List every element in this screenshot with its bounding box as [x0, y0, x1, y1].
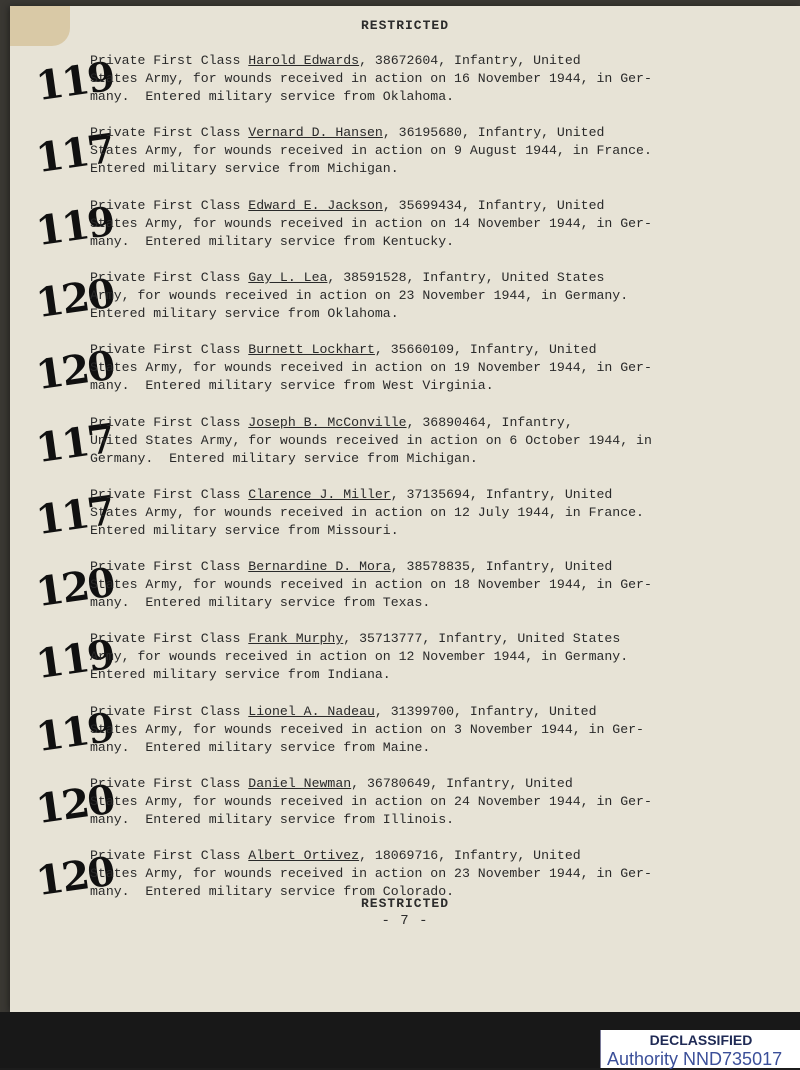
soldier-name: Harold Edwards	[248, 53, 360, 68]
soldier-name: Albert Ortivez	[248, 848, 360, 863]
award-entry	[90, 847, 730, 901]
serial-text: , 31399700, Infantry, United	[374, 704, 597, 719]
award-entry	[90, 52, 730, 106]
entry-line-3: Germany. Entered military service from Michigan.	[90, 451, 478, 466]
award-entry	[90, 703, 730, 757]
entry-line-1	[90, 630, 730, 648]
entry-line-1	[90, 703, 730, 721]
serial-text: , 37135694, Infantry, United	[390, 487, 613, 502]
entry-line-3: Entered military service from Indiana.	[90, 667, 391, 682]
entry-line-2: States Army, for wounds received in action on 16 November 1944, in Ger-	[90, 71, 652, 86]
entry-line-1	[90, 124, 730, 142]
entry-line-2: States Army, for wounds received in action on 3 November 1944, in Ger-	[90, 722, 644, 737]
rank-text: Private First Class	[90, 487, 249, 502]
rank-text: Private First Class	[90, 776, 249, 791]
entry-line-3: many. Entered military service from Kentucky.	[90, 234, 455, 249]
entry-line-2: Army, for wounds received in action on 23 November 1944, in Germany.	[90, 288, 629, 303]
soldier-name: Lionel A. Nadeau	[248, 704, 375, 719]
soldier-name: Daniel Newman	[248, 776, 352, 791]
serial-text: , 36195680, Infantry, United	[382, 125, 605, 140]
handwritten-number: 120	[33, 269, 117, 328]
page-number: - 7 -	[381, 913, 429, 929]
award-entry	[90, 124, 730, 178]
entry-line-3: many. Entered military service from Texas.	[90, 595, 431, 610]
award-entry	[90, 558, 730, 612]
award-entry	[90, 630, 730, 684]
entry-line-2: Army, for wounds received in action on 12 November 1944, in Germany.	[90, 649, 629, 664]
award-entry	[90, 341, 730, 395]
award-entry	[90, 414, 730, 468]
handwritten-number: 117	[33, 124, 117, 183]
entry-line-1	[90, 847, 730, 865]
entry-line-2: States Army, for wounds received in action on 9 August 1944, in France.	[90, 143, 652, 158]
handwritten-number: 120	[33, 847, 117, 906]
serial-text: , 35699434, Infantry, United	[382, 198, 605, 213]
soldier-name: Frank Murphy	[248, 631, 344, 646]
entry-line-2: United States Army, for wounds received in action on 6 October 1944, in	[90, 433, 652, 448]
handwritten-number: 119	[33, 52, 117, 111]
entry-line-3: many. Entered military service from West Virginia.	[90, 378, 494, 393]
soldier-name: Bernardine D. Mora	[248, 559, 391, 574]
rank-text: Private First Class	[90, 848, 249, 863]
entry-line-3: many. Entered military service from Illinois.	[90, 812, 455, 827]
soldier-name: Edward E. Jackson	[248, 198, 383, 213]
classification-footer: RESTRICTED	[360, 896, 449, 911]
entry-line-1	[90, 341, 730, 359]
serial-text: , 35713777, Infantry, United States	[343, 631, 621, 646]
entry-line-3: Entered military service from Michigan.	[90, 161, 399, 176]
stamp-authority: Authority NND735017	[607, 1049, 783, 1069]
serial-text: , 38591528, Infantry, United States	[327, 270, 605, 285]
handwritten-number: 120	[33, 775, 117, 834]
rank-text: Private First Class	[90, 53, 249, 68]
handwritten-number: 119	[33, 630, 117, 689]
handwritten-number: 120	[33, 558, 117, 617]
entry-line-1	[90, 52, 730, 70]
soldier-name: Burnett Lockhart	[248, 342, 375, 357]
entry-line-2: States Army, for wounds received in action on 24 November 1944, in Ger-	[90, 794, 652, 809]
award-entry	[90, 775, 730, 829]
handwritten-number: 117	[33, 486, 117, 545]
handwritten-number: 119	[33, 197, 117, 256]
serial-text: , 38578835, Infantry, United	[390, 559, 613, 574]
declassified-stamp	[600, 1030, 800, 1068]
rank-text: Private First Class	[90, 559, 249, 574]
stamp-title: DECLASSIFIED	[649, 1032, 753, 1048]
entry-line-1	[90, 414, 730, 432]
entry-line-2: States Army, for wounds received in action on 14 November 1944, in Ger-	[90, 216, 652, 231]
entry-line-1	[90, 197, 730, 215]
rank-text: Private First Class	[90, 631, 249, 646]
document-page	[10, 6, 800, 1012]
entry-line-2: States Army, for wounds received in action on 19 November 1944, in Ger-	[90, 360, 652, 375]
entry-line-1	[90, 269, 730, 287]
entry-line-3: Entered military service from Missouri.	[90, 523, 399, 538]
entry-line-1	[90, 558, 730, 576]
entry-line-1	[90, 775, 730, 793]
serial-text: , 36890464, Infantry,	[406, 415, 573, 430]
entry-line-2: States Army, for wounds received in action on 23 November 1944, in Ger-	[90, 866, 652, 881]
rank-text: Private First Class	[90, 342, 249, 357]
rank-text: Private First Class	[90, 415, 249, 430]
handwritten-number: 117	[33, 414, 117, 473]
handwritten-number: 119	[33, 703, 117, 762]
entry-line-3: many. Entered military service from Oklahoma.	[90, 89, 455, 104]
soldier-name: Clarence J. Miller	[248, 487, 391, 502]
soldier-name: Vernard D. Hansen	[248, 125, 383, 140]
soldier-name: Joseph B. McConville	[248, 415, 407, 430]
award-entry	[90, 269, 730, 323]
serial-text: , 36780649, Infantry, United	[351, 776, 573, 791]
entry-line-1	[90, 486, 730, 504]
handwritten-number: 120	[33, 341, 117, 400]
award-entry	[90, 486, 730, 540]
soldier-name: Gay L. Lea	[248, 270, 328, 285]
serial-text: , 38672604, Infantry, United	[359, 53, 581, 68]
serial-text: , 35660109, Infantry, United	[374, 342, 597, 357]
entry-line-2: States Army, for wounds received in action on 12 July 1944, in France.	[90, 505, 644, 520]
entry-line-3: many. Entered military service from Maine.	[90, 740, 431, 755]
classification-header: RESTRICTED	[360, 18, 449, 33]
rank-text: Private First Class	[90, 704, 249, 719]
award-entry	[90, 197, 730, 251]
rank-text: Private First Class	[90, 198, 249, 213]
serial-text: , 18069716, Infantry, United	[359, 848, 581, 863]
entry-line-3: Entered military service from Oklahoma.	[90, 306, 399, 321]
rank-text: Private First Class	[90, 125, 249, 140]
entry-line-3: many. Entered military service from Colorado.	[90, 884, 455, 899]
rank-text: Private First Class	[90, 270, 249, 285]
entry-line-2: States Army, for wounds received in action on 18 November 1944, in Ger-	[90, 577, 652, 592]
